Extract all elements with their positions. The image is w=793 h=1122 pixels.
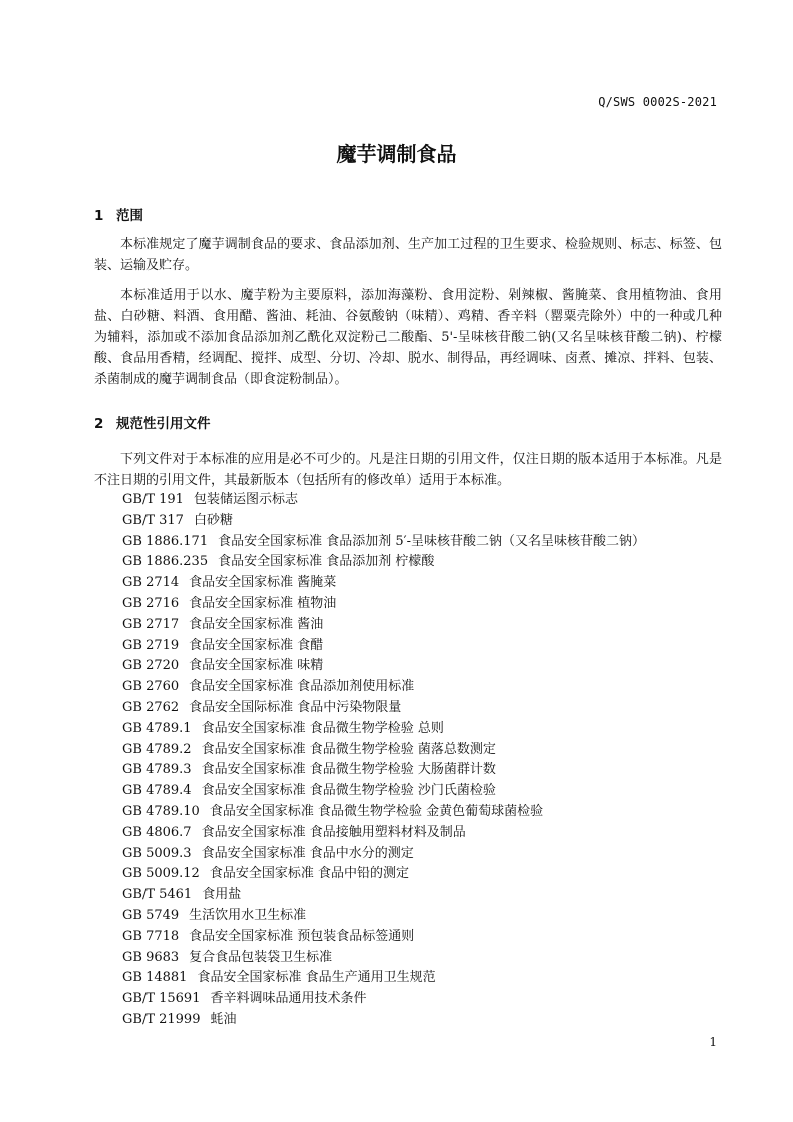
reference-item (94, 573, 645, 594)
reference-code: GB 5009.3 (122, 845, 192, 861)
reference-code: GB 2762 (122, 699, 180, 715)
reference-code: GB 2714 (122, 575, 180, 591)
reference-title: 生活饮用水卫生标准 (189, 907, 307, 923)
reference-title: 蚝油 (210, 1011, 237, 1027)
reference-item (94, 656, 645, 677)
reference-title: 食品安全国家标准 食品微生物学检验 菌落总数测定 (201, 741, 496, 757)
reference-code: GB 5009.12 (122, 866, 200, 882)
reference-title: 食品安全国家标准 食品微生物学检验 金黄色葡萄球菌检验 (209, 803, 544, 819)
reference-code: GB/T 5461 (122, 887, 193, 903)
reference-item (94, 968, 645, 989)
reference-item (94, 1010, 645, 1031)
reference-title: 食品安全国家标准 食品生产通用卫生规范 (197, 970, 436, 986)
reference-item (94, 906, 645, 927)
reference-item (94, 490, 645, 511)
reference-title: 包装储运图示标志 (193, 492, 298, 507)
reference-item (94, 989, 645, 1010)
reference-item (94, 781, 645, 802)
standard-code: Q/SWS 0002S-2021 (598, 95, 717, 109)
reference-code: GB/T 21999 (122, 1011, 201, 1027)
reference-title: 食品安全国家标准 植物油 (189, 595, 337, 611)
reference-list (94, 490, 645, 1031)
section-number: 2 (94, 416, 104, 432)
reference-title: 复合食品包装袋卫生标准 (189, 949, 333, 965)
reference-title: 食品安全国家标准 食品微生物学检验 总则 (201, 720, 444, 736)
reference-code: GB 5749 (122, 907, 180, 923)
reference-code: GB/T 15691 (122, 991, 201, 1007)
reference-code: GB 1886.235 (122, 554, 209, 570)
reference-title: 食品安全国家标准 酱油 (189, 616, 324, 632)
reference-code: GB 4789.2 (122, 741, 192, 757)
reference-code: GB 2716 (122, 595, 180, 611)
reference-item (94, 823, 645, 844)
page-number: 1 (709, 1035, 717, 1049)
reference-item (94, 760, 645, 781)
reference-title: 食品安全国家标准 食醋 (189, 637, 324, 653)
reference-item (94, 698, 645, 719)
reference-code: GB 2760 (122, 679, 180, 695)
reference-title: 食品安全国家标准 味精 (189, 658, 324, 674)
reference-item (94, 552, 645, 573)
references-intro-paragraph: 下列文件对于本标准的应用是必不可少的。凡是注日期的引用文件，仅注日期的版本适用于本标准。凡是不注日期的引用文件，其最新版本（包括所有的修改单）适用于本标准。 (94, 452, 722, 488)
reference-item (94, 636, 645, 657)
reference-item (94, 948, 645, 969)
reference-code: GB 4789.4 (122, 783, 192, 799)
reference-title: 食品安全国家标准 食品添加剂 柠檬酸 (218, 554, 435, 570)
reference-item (94, 594, 645, 615)
reference-code: GB 2719 (122, 637, 180, 653)
reference-title: 食品安全国家标准 食品添加剂使用标准 (189, 679, 415, 695)
reference-title: 食品安全国家标准 食品微生物学检验 大肠菌群计数 (201, 762, 496, 778)
reference-title: 食品安全国家标准 食品添加剂 5′-呈味核苷酸二钠（又名呈味核苷酸二钠） (218, 533, 645, 549)
reference-title: 食品安全国家标准 预包装食品标签通则 (189, 928, 415, 944)
section-heading-text: 范围 (116, 208, 143, 224)
reference-item (94, 740, 645, 761)
reference-item (94, 532, 645, 553)
section-heading-normative-references (94, 412, 211, 432)
reference-title: 食品安全国家标准 食品中水分的测定 (201, 845, 414, 861)
reference-code: GB 4789.3 (122, 762, 192, 778)
reference-code: GB 4789.10 (122, 803, 200, 819)
scope-paragraph-1: 本标准规定了魔芋调制食品的要求、食品添加剂、生产加工过程的卫生要求、检验规则、标志、标签、包装、运输及贮存。 (94, 237, 722, 273)
reference-code: GB 7718 (122, 928, 180, 944)
scope-paragraph-2: 本标准适用于以水、魔芋粉为主要原料，添加海藻粉、食用淀粉、剁辣椒、酱腌菜、食用植物油、食用盐、白砂糖、料酒、食用醋、酱油、耗油、谷氨酸钠（味精）、鸡精、香辛料（罂粟壳除外）中的一种或几种为辅料，添加或不添加食品添加剂乙酰化双淀粉己二酸酯、5'-呈味核苷酸二钠(又名呈味核苷酸二钠)、柠檬酸、食品用香精，经调配、搅拌、成型、分切、冷却、脱水、制得品，再经调味、卤煮、摊凉、拌料、包装、杀菌制成的魔芋调制食品（即食淀粉制品）。 (94, 288, 722, 387)
section-heading-scope (94, 204, 143, 224)
reference-title: 食用盐 (202, 887, 242, 903)
reference-code: GB 14881 (122, 970, 188, 986)
reference-title: 白砂糖 (193, 512, 233, 528)
reference-item (94, 802, 645, 823)
reference-code: GB 4789.1 (122, 720, 192, 736)
reference-item (94, 615, 645, 636)
reference-title: 食品安全国家标准 酱腌菜 (189, 575, 337, 591)
reference-item (94, 864, 645, 885)
reference-title: 食品安全国家标准 食品中铅的测定 (209, 866, 409, 882)
reference-code: GB/T 191 (122, 492, 184, 507)
reference-code: GB 2717 (122, 616, 180, 632)
reference-code: GB 2720 (122, 658, 180, 674)
section-heading-text: 规范性引用文件 (116, 416, 211, 432)
reference-item (94, 719, 645, 740)
reference-code: GB/T 317 (122, 512, 184, 528)
reference-title: 食品安全国家标准 食品微生物学检验 沙门氏菌检验 (201, 783, 496, 799)
reference-title: 香辛料调味品通用技术条件 (210, 991, 367, 1007)
reference-item (94, 844, 645, 865)
section-number: 1 (94, 208, 104, 224)
reference-item (94, 885, 645, 906)
reference-title: 食品安全国际标准 食品中污染物限量 (189, 699, 402, 715)
reference-item (94, 677, 645, 698)
reference-code: GB 4806.7 (122, 824, 192, 840)
document-title: 魔芋调制食品 (336, 142, 457, 166)
reference-code: GB 1886.171 (122, 533, 209, 549)
reference-item (94, 511, 645, 532)
reference-title: 食品安全国家标准 食品接触用塑料材料及制品 (201, 824, 466, 840)
reference-item (94, 927, 645, 948)
reference-code: GB 9683 (122, 949, 180, 965)
